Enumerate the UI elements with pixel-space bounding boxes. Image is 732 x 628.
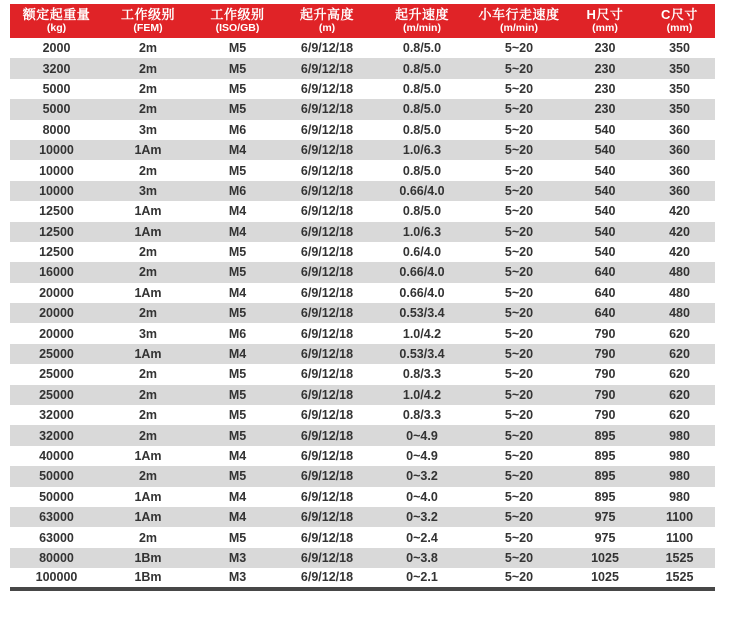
table-cell: 0.66/4.0 <box>372 283 472 303</box>
header-title: 小车行走速度 <box>478 7 560 22</box>
table-cell: M4 <box>193 140 282 160</box>
table-cell: M4 <box>193 283 282 303</box>
table-cell: 0.8/5.0 <box>372 38 472 58</box>
table-cell: 230 <box>566 79 644 99</box>
table-cell: 230 <box>566 99 644 119</box>
table-cell: 2m <box>103 466 193 486</box>
table-cell: M5 <box>193 527 282 547</box>
table-row <box>10 405 715 425</box>
table-cell: 50000 <box>10 466 103 486</box>
table-cell: 1Bm <box>103 568 193 588</box>
table-cell: 6/9/12/18 <box>282 58 372 78</box>
table-cell: 540 <box>566 160 644 180</box>
table-row <box>10 283 715 303</box>
table-cell: 1Am <box>103 344 193 364</box>
table-row <box>10 364 715 384</box>
header-title: 起升高度 <box>299 7 354 22</box>
table-cell: 100000 <box>10 568 103 588</box>
table-cell: 2m <box>103 262 193 282</box>
table-cell: 0.8/5.0 <box>372 58 472 78</box>
table-cell: 1Am <box>103 222 193 242</box>
table-cell: 640 <box>566 303 644 323</box>
table-cell: 2m <box>103 425 193 445</box>
header-title: H尺寸 <box>586 7 624 22</box>
table-cell: 420 <box>644 222 715 242</box>
table-cell: 230 <box>566 58 644 78</box>
table-row <box>10 262 715 282</box>
table-cell: 6/9/12/18 <box>282 303 372 323</box>
table-cell: 20000 <box>10 323 103 343</box>
table-cell: 1525 <box>644 548 715 568</box>
table-cell: 1025 <box>566 568 644 588</box>
table-cell: 2m <box>103 160 193 180</box>
table-cell: 350 <box>644 58 715 78</box>
table-cell: M5 <box>193 38 282 58</box>
header-title: 起升速度 <box>394 7 449 22</box>
header-lifting-speed <box>372 4 472 38</box>
table-cell: 895 <box>566 446 644 466</box>
table-cell: 5~20 <box>472 548 566 568</box>
table-cell: 790 <box>566 385 644 405</box>
table-cell: 12500 <box>10 222 103 242</box>
table-cell: 2m <box>103 303 193 323</box>
table-cell: M6 <box>193 181 282 201</box>
table-cell: 6/9/12/18 <box>282 568 372 588</box>
table-cell: 895 <box>566 466 644 486</box>
table-cell: 540 <box>566 140 644 160</box>
table-cell: M3 <box>193 548 282 568</box>
table-row <box>10 323 715 343</box>
table-cell: 5~20 <box>472 405 566 425</box>
table-cell: 895 <box>566 425 644 445</box>
table-cell: 50000 <box>10 487 103 507</box>
table-cell: 6/9/12/18 <box>282 79 372 99</box>
table-cell: 480 <box>644 303 715 323</box>
table-cell: M5 <box>193 99 282 119</box>
header-unit: (ISO/GB) <box>215 22 260 34</box>
table-cell: 0.66/4.0 <box>372 262 472 282</box>
table-cell: 0.8/5.0 <box>372 160 472 180</box>
table-cell: 0~3.2 <box>372 507 472 527</box>
table-cell: 1100 <box>644 507 715 527</box>
table-cell: 0.8/5.0 <box>372 99 472 119</box>
header-unit: (FEM) <box>133 22 163 34</box>
table-cell: 0~4.9 <box>372 446 472 466</box>
table-cell: 10000 <box>10 181 103 201</box>
table-cell: 1.0/4.2 <box>372 323 472 343</box>
table-cell: 350 <box>644 38 715 58</box>
table-cell: 2m <box>103 38 193 58</box>
table-cell: 63000 <box>10 527 103 547</box>
header-row <box>10 4 715 38</box>
table-cell: 0.6/4.0 <box>372 242 472 262</box>
table-cell: 790 <box>566 364 644 384</box>
table-cell: 6/9/12/18 <box>282 487 372 507</box>
table-cell: 0.8/5.0 <box>372 120 472 140</box>
table-cell: 2m <box>103 58 193 78</box>
table-row <box>10 303 715 323</box>
table-cell: 12500 <box>10 242 103 262</box>
table-row <box>10 466 715 486</box>
table-cell: M5 <box>193 405 282 425</box>
table-row <box>10 425 715 445</box>
table-row <box>10 344 715 364</box>
table-cell: 63000 <box>10 507 103 527</box>
table-cell: 0.8/5.0 <box>372 79 472 99</box>
table-cell: 6/9/12/18 <box>282 364 372 384</box>
table-cell: M5 <box>193 262 282 282</box>
table-cell: M5 <box>193 385 282 405</box>
table-cell: 3m <box>103 323 193 343</box>
table-cell: 5000 <box>10 99 103 119</box>
table-cell: 10000 <box>10 160 103 180</box>
table-cell: M4 <box>193 201 282 221</box>
table-cell: M4 <box>193 487 282 507</box>
table-cell: 0~2.4 <box>372 527 472 547</box>
header-title: 工作级别 <box>210 7 265 22</box>
table-cell: 640 <box>566 262 644 282</box>
header-unit: (kg) <box>46 22 67 34</box>
table-cell: 2m <box>103 99 193 119</box>
table-cell: 5~20 <box>472 507 566 527</box>
table-cell: 980 <box>644 466 715 486</box>
table-cell: 6/9/12/18 <box>282 466 372 486</box>
table-cell: 540 <box>566 222 644 242</box>
table-cell: 8000 <box>10 120 103 140</box>
table-cell: 980 <box>644 425 715 445</box>
table-row <box>10 568 715 588</box>
table-cell: 2000 <box>10 38 103 58</box>
table-cell: 0~3.2 <box>372 466 472 486</box>
table-cell: 3200 <box>10 58 103 78</box>
table-cell: 5~20 <box>472 283 566 303</box>
table-cell: 0~3.8 <box>372 548 472 568</box>
table-cell: 25000 <box>10 364 103 384</box>
header-unit: (mm) <box>592 22 618 34</box>
table-cell: 5000 <box>10 79 103 99</box>
table-cell: 2m <box>103 527 193 547</box>
table-cell: 1Am <box>103 487 193 507</box>
table-body <box>10 38 715 589</box>
table-cell: 540 <box>566 201 644 221</box>
table-cell: M5 <box>193 58 282 78</box>
header-c-dimension <box>644 4 715 38</box>
table-cell: 3m <box>103 120 193 140</box>
table-cell: 0~4.0 <box>372 487 472 507</box>
table-cell: 2m <box>103 79 193 99</box>
table-cell: 980 <box>644 446 715 466</box>
table-cell: 6/9/12/18 <box>282 201 372 221</box>
table-cell: 5~20 <box>472 527 566 547</box>
table-cell: 0.8/5.0 <box>372 201 472 221</box>
header-trolley-speed <box>472 4 566 38</box>
table-cell: 6/9/12/18 <box>282 527 372 547</box>
table-cell: 2m <box>103 385 193 405</box>
table-cell: 5~20 <box>472 58 566 78</box>
table-cell: 6/9/12/18 <box>282 38 372 58</box>
table-cell: 5~20 <box>472 120 566 140</box>
table-cell: 540 <box>566 181 644 201</box>
table-cell: 6/9/12/18 <box>282 405 372 425</box>
table-cell: 5~20 <box>472 364 566 384</box>
table-cell: M4 <box>193 222 282 242</box>
table-row <box>10 120 715 140</box>
table-cell: 620 <box>644 385 715 405</box>
table-cell: 2m <box>103 242 193 262</box>
table-cell: 620 <box>644 344 715 364</box>
table-cell: M5 <box>193 79 282 99</box>
header-unit: (m/min) <box>500 22 538 34</box>
table-cell: 540 <box>566 120 644 140</box>
table-cell: M4 <box>193 507 282 527</box>
table-cell: 5~20 <box>472 446 566 466</box>
table-cell: 5~20 <box>472 38 566 58</box>
table-row <box>10 201 715 221</box>
table-cell: 620 <box>644 364 715 384</box>
table-cell: 1525 <box>644 568 715 588</box>
table-row <box>10 548 715 568</box>
table-cell: 6/9/12/18 <box>282 242 372 262</box>
table-cell: 5~20 <box>472 303 566 323</box>
table-cell: M4 <box>193 344 282 364</box>
table-cell: 1100 <box>644 527 715 547</box>
table-cell: 10000 <box>10 140 103 160</box>
table-cell: 5~20 <box>472 487 566 507</box>
header-work-class-iso <box>193 4 282 38</box>
table-cell: 32000 <box>10 425 103 445</box>
table-cell: 5~20 <box>472 568 566 588</box>
table-row <box>10 507 715 527</box>
table-cell: 1.0/4.2 <box>372 385 472 405</box>
table-cell: 5~20 <box>472 242 566 262</box>
table-header <box>10 4 715 38</box>
table-cell: 2m <box>103 405 193 425</box>
table-row <box>10 487 715 507</box>
table-cell: 1Am <box>103 201 193 221</box>
table-cell: 790 <box>566 344 644 364</box>
table-cell: 6/9/12/18 <box>282 262 372 282</box>
header-title: 工作级别 <box>120 7 175 22</box>
table-cell: 5~20 <box>472 262 566 282</box>
table-cell: 6/9/12/18 <box>282 446 372 466</box>
table-cell: 5~20 <box>472 181 566 201</box>
table-cell: 6/9/12/18 <box>282 181 372 201</box>
table-cell: 6/9/12/18 <box>282 120 372 140</box>
table-cell: M6 <box>193 323 282 343</box>
table-cell: M5 <box>193 160 282 180</box>
table-row <box>10 527 715 547</box>
header-work-class-fem <box>103 4 193 38</box>
table-cell: 6/9/12/18 <box>282 283 372 303</box>
table-cell: 0.66/4.0 <box>372 181 472 201</box>
table-cell: M5 <box>193 242 282 262</box>
table-cell: 620 <box>644 323 715 343</box>
table-row <box>10 99 715 119</box>
table-row <box>10 181 715 201</box>
table-row <box>10 222 715 242</box>
table-cell: 6/9/12/18 <box>282 425 372 445</box>
crane-spec-table <box>10 4 715 591</box>
table-cell: 1Am <box>103 507 193 527</box>
table-cell: 6/9/12/18 <box>282 507 372 527</box>
table-cell: 20000 <box>10 303 103 323</box>
table-cell: 6/9/12/18 <box>282 344 372 364</box>
table-cell: 5~20 <box>472 201 566 221</box>
table-cell: 360 <box>644 160 715 180</box>
table-cell: 5~20 <box>472 222 566 242</box>
table-cell: 6/9/12/18 <box>282 160 372 180</box>
table-cell: 0.8/3.3 <box>372 405 472 425</box>
table-row <box>10 79 715 99</box>
table-cell: 790 <box>566 323 644 343</box>
table-cell: M6 <box>193 120 282 140</box>
table-cell: 480 <box>644 283 715 303</box>
table-row <box>10 242 715 262</box>
table-row <box>10 140 715 160</box>
header-title: C尺寸 <box>661 7 698 22</box>
table-cell: 6/9/12/18 <box>282 222 372 242</box>
table-cell: 5~20 <box>472 79 566 99</box>
table-row <box>10 446 715 466</box>
header-lifting-height <box>282 4 372 38</box>
table-cell: 6/9/12/18 <box>282 99 372 119</box>
table-cell: M3 <box>193 568 282 588</box>
table-cell: 16000 <box>10 262 103 282</box>
table-cell: 2m <box>103 364 193 384</box>
table-cell: 25000 <box>10 344 103 364</box>
table-cell: 350 <box>644 79 715 99</box>
table-cell: 620 <box>644 405 715 425</box>
table-cell: 895 <box>566 487 644 507</box>
table-row <box>10 160 715 180</box>
table-cell: 0~2.1 <box>372 568 472 588</box>
table-cell: 975 <box>566 507 644 527</box>
table-row <box>10 385 715 405</box>
table-cell: 20000 <box>10 283 103 303</box>
table-cell: M5 <box>193 425 282 445</box>
table-cell: 0.53/3.4 <box>372 344 472 364</box>
table-cell: 1Am <box>103 140 193 160</box>
table-cell: 6/9/12/18 <box>282 140 372 160</box>
table-cell: 5~20 <box>472 425 566 445</box>
table-cell: 420 <box>644 201 715 221</box>
table-cell: M5 <box>193 303 282 323</box>
table-cell: 1025 <box>566 548 644 568</box>
table-cell: 790 <box>566 405 644 425</box>
table-cell: 1Am <box>103 446 193 466</box>
table-cell: 0.8/3.3 <box>372 364 472 384</box>
table-cell: 5~20 <box>472 466 566 486</box>
table-cell: 975 <box>566 527 644 547</box>
table-cell: 80000 <box>10 548 103 568</box>
table-cell: 25000 <box>10 385 103 405</box>
table-cell: 6/9/12/18 <box>282 548 372 568</box>
table-cell: 980 <box>644 487 715 507</box>
table-cell: 6/9/12/18 <box>282 323 372 343</box>
table-cell: 540 <box>566 242 644 262</box>
table-cell: 5~20 <box>472 344 566 364</box>
table-cell: 1.0/6.3 <box>372 222 472 242</box>
table-cell: 480 <box>644 262 715 282</box>
table-cell: 1.0/6.3 <box>372 140 472 160</box>
table-cell: 1Am <box>103 283 193 303</box>
table-cell: 0.53/3.4 <box>372 303 472 323</box>
header-rated-capacity <box>10 4 103 38</box>
table-cell: 350 <box>644 99 715 119</box>
header-unit: (m) <box>318 22 336 34</box>
table-cell: 420 <box>644 242 715 262</box>
header-unit: (m/min) <box>403 22 441 34</box>
table-row <box>10 38 715 58</box>
table-cell: M5 <box>193 364 282 384</box>
table-cell: 360 <box>644 140 715 160</box>
table-cell: 32000 <box>10 405 103 425</box>
header-unit: (mm) <box>666 22 693 34</box>
table-cell: 3m <box>103 181 193 201</box>
table-cell: 360 <box>644 120 715 140</box>
table-cell: 640 <box>566 283 644 303</box>
table-cell: 360 <box>644 181 715 201</box>
table-cell: 5~20 <box>472 385 566 405</box>
table-cell: M4 <box>193 446 282 466</box>
table-cell: 40000 <box>10 446 103 466</box>
table-cell: 6/9/12/18 <box>282 385 372 405</box>
table-cell: 230 <box>566 38 644 58</box>
table-row <box>10 58 715 78</box>
table-cell: 12500 <box>10 201 103 221</box>
table-cell: 5~20 <box>472 323 566 343</box>
header-h-dimension <box>566 4 644 38</box>
table-cell: 1Bm <box>103 548 193 568</box>
table-cell: 0~4.9 <box>372 425 472 445</box>
table-cell: M5 <box>193 466 282 486</box>
table-cell: 5~20 <box>472 99 566 119</box>
header-title: 额定起重量 <box>22 7 91 22</box>
table-cell: 5~20 <box>472 140 566 160</box>
table-cell: 5~20 <box>472 160 566 180</box>
